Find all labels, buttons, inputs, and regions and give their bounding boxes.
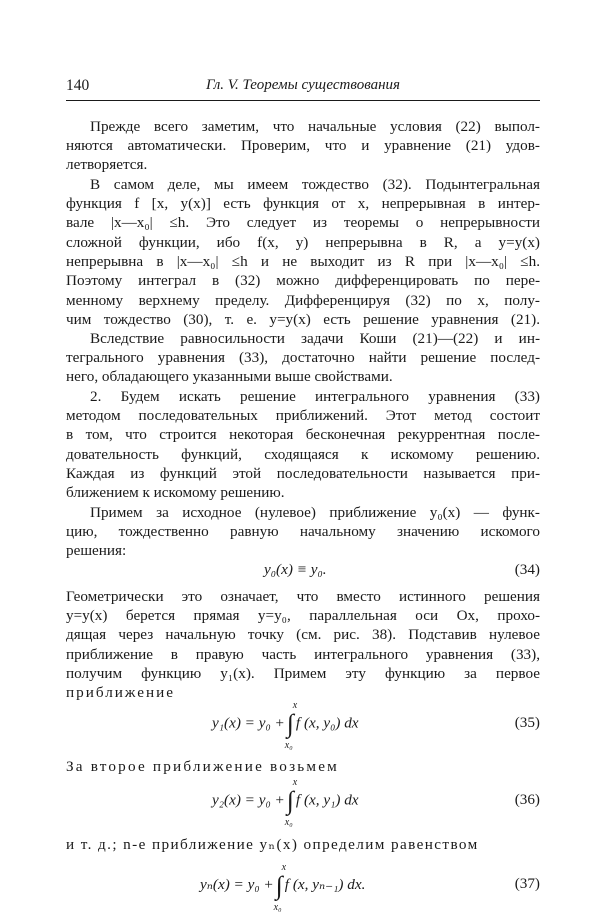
lower-limit: x₀: [284, 817, 293, 828]
equation-number: (37): [514, 875, 540, 892]
text-line: него, обладающего указанными выше свойствами.: [66, 368, 393, 385]
text-line: и т. д.; n-е приближение yₙ(x) определим равенством: [66, 836, 479, 853]
text-line: ближением к искомому решению.: [66, 484, 285, 501]
text-line: в том, что строится некоторая бесконечная рекуррентная после-: [66, 426, 540, 443]
equation-body: [212, 777, 359, 828]
equation-lhs: yₙ(x) = y₀ +: [200, 876, 274, 893]
running-header: [66, 76, 540, 101]
equation-body: [212, 700, 359, 751]
text-line: непрерывна в |x—x₀| ≤h и не выходит из R при |x—x₀| ≤h.: [66, 253, 540, 270]
text-line: тегрального уравнения (33), достаточно найти решение послед-: [66, 349, 540, 366]
lower-limit: x₀: [273, 901, 282, 913]
text-line: решения:: [66, 542, 127, 559]
text-line: получим функцию y₁(x). Примем эту функцию за первое: [66, 665, 540, 682]
text-line: Поэтому интеграл в (32) можно дифференцировать по пере-: [66, 272, 540, 289]
text-line: Вследствие равносильности задачи Коши (21)—(22) и ин-: [90, 330, 540, 347]
equation-34: [66, 561, 540, 581]
equation-number: (34): [514, 561, 540, 578]
text-line: В самом деле, мы имеем тождество (32). Подынтегральная: [90, 176, 540, 193]
text-line: дящая через начальную точку (см. рис. 38). Подставив нулевое: [66, 626, 540, 643]
equation-lhs: y₁(x) = y₀ +: [212, 714, 285, 732]
text-line: приближение в правую часть интегрального уравнения (33),: [66, 646, 540, 663]
upper-limit: x: [292, 700, 298, 711]
text-line: цию, тождественно равную начальному значению искомого: [66, 523, 540, 540]
integrand: f (x, y₀) dx: [295, 714, 359, 732]
text-line: y=y(x) берется прямая y=y₀, параллельная оси Ox, прохо-: [66, 607, 540, 624]
page-number: 140: [66, 77, 90, 94]
text-line: 2. Будем искать решение интегрального уравнения (33): [90, 388, 540, 405]
text-line: За второе приближение возьмем: [66, 758, 339, 775]
text-line: Прежде всего заметим, что начальные условия (22) выпол-: [90, 118, 540, 135]
upper-limit: x: [281, 861, 287, 873]
text-line: методом последовательных приближений. Этот метод состоит: [66, 407, 540, 424]
equation-35: [66, 700, 540, 751]
equation-body: y₀(x) ≡ y₀.: [264, 561, 327, 578]
text-line: няются автоматически. Проверим, что и уравнение (21) удов-: [66, 137, 540, 154]
text-line: менному верхнему пределу. Дифференцируя (32) по x, полу-: [66, 292, 540, 309]
text-line: приближение: [66, 684, 175, 701]
text-line: чим тождество (30), т. е. y=y(x) есть решение уравнения (21).: [66, 311, 540, 328]
equation-number: (35): [514, 714, 540, 731]
integrand: f (x, yₙ₋₁) dx.: [284, 876, 366, 893]
lower-limit: x₀: [284, 740, 293, 751]
chapter-title: Гл. V. Теоремы существования: [205, 77, 401, 93]
equation-number: (36): [514, 791, 540, 808]
upper-limit: x: [292, 777, 298, 788]
text-line: сложной функции, ибо f(x, y) непрерывна в R, а y=y(x): [66, 234, 540, 251]
text-line: довательность функций, сходящаяся к искомому решению.: [66, 446, 540, 463]
integrand: f (x, y₁) dx: [295, 791, 359, 809]
equation-36: [66, 777, 540, 828]
equation-lhs: y₂(x) = y₀ +: [212, 791, 285, 809]
text-line: Геометрически это означает, что вместо истинного решения: [66, 588, 540, 605]
equation-body: [200, 861, 366, 913]
text-line: летворяется.: [66, 156, 148, 173]
text-line: Примем за исходное (нулевое) приближение y₀(x) — функ-: [90, 504, 540, 521]
equation-37: [66, 861, 540, 913]
integral-sign: ∫ x x₀: [287, 791, 294, 811]
text-line: Каждая из функций этой последовательности называется при-: [66, 465, 540, 482]
text-line: функция f [x, y(x)] есть функция от x, непрерывная в интер-: [66, 195, 540, 212]
integral-sign: ∫ x x₀: [287, 714, 294, 734]
text-line: вале |x—x₀| ≤h. Это следует из теоремы о непрерывности: [66, 214, 540, 231]
integral-sign: ∫ x x₀: [276, 876, 283, 896]
